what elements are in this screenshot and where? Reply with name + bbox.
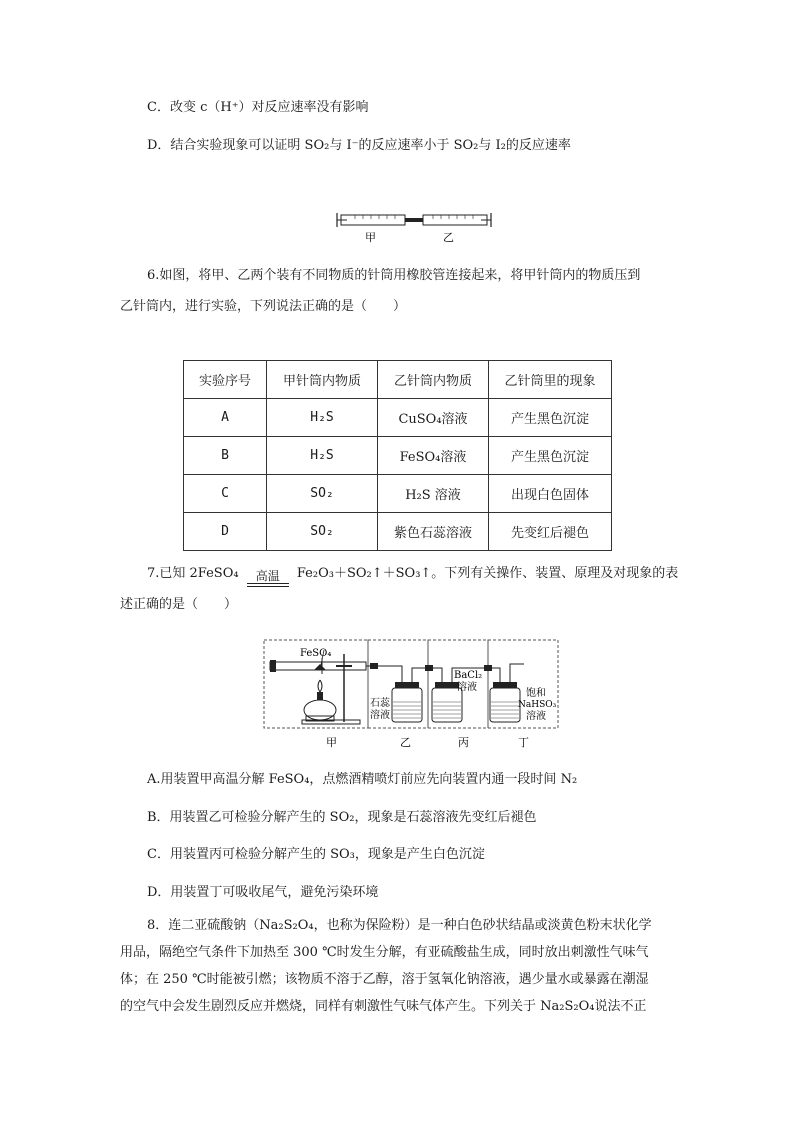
table-cell: C: [184, 475, 267, 513]
syringe-label-jia: 甲: [365, 231, 376, 244]
table-row: [184, 513, 612, 551]
q7-option-a: A.用装置甲高温分解 FeSO₄，点燃酒精喷灯前应先向装置内通一段时间 N₂: [147, 772, 578, 787]
table-row: [184, 475, 612, 513]
apparatus-label-bing: 丙: [458, 736, 469, 749]
table-cell: D: [184, 513, 267, 551]
table-cell: 产生黑色沉淀: [489, 437, 612, 475]
q7-prefix: 7.已知 2FeSO₄: [147, 566, 239, 581]
table-cell: FeSO₄溶液: [378, 437, 489, 475]
q5-option-c: C．改变 c（H⁺）对反应速率没有影响: [147, 100, 369, 115]
q6-line2: 乙针筒内，进行实验，下列说法正确的是（ ）: [120, 299, 407, 314]
table-header: 实验序号: [184, 361, 267, 399]
q7-condition: 高温: [255, 569, 280, 583]
q7-line2: 述正确的是（ ）: [120, 597, 238, 612]
feso4-label: FeSO₄: [300, 648, 332, 659]
table-row: [184, 399, 612, 437]
q7-suffix: Fe₂O₃＋SO₂↑＋SO₃↑。下列有关操作、装置、原理及对现象的表: [296, 566, 679, 581]
q8-line3: 体；在 250 ℃时能被引燃；该物质不溶于乙醇，溶于氢氧化钠溶液，遇少量水或暴露在潮湿: [120, 972, 649, 987]
experiment-table: [183, 360, 612, 551]
table-row: [184, 437, 612, 475]
table-header: 乙针筒内物质: [378, 361, 489, 399]
litmus-label-1: 石蕊: [370, 698, 390, 709]
table-header-row: [184, 361, 612, 399]
apparatus-label-jia: 甲: [326, 736, 337, 749]
apparatus-label-yi: 乙: [400, 736, 411, 749]
table-cell: 产生黑色沉淀: [489, 399, 612, 437]
bacl2-label-2: 溶液: [457, 682, 477, 693]
table-cell: H₂S: [267, 437, 378, 475]
q7-option-b: B．用装置乙可检验分解产生的 SO₂，现象是石蕊溶液先变红后褪色: [147, 810, 537, 825]
bacl2-label-1: BaCl₂: [454, 670, 483, 681]
apparatus-figure: [262, 638, 562, 753]
table-header: 甲针筒内物质: [267, 361, 378, 399]
q6-line1: 6.如图，将甲、乙两个装有不同物质的针筒用橡胶管连接起来，将甲针筒内的物质压到: [147, 268, 641, 283]
table-cell: A: [184, 399, 267, 437]
table-cell: H₂S 溶液: [378, 475, 489, 513]
nahso3-label-1: 饱和: [526, 688, 546, 699]
nahso3-label-3: 溶液: [526, 711, 546, 722]
q8-line1: 8．连二亚硫酸钠（Na₂S₂O₄，也称为保险粉）是一种白色砂状结晶或淡黄色粉末状化学: [147, 918, 652, 933]
table-cell: SO₂: [267, 475, 378, 513]
syringe-label-yi: 乙: [443, 231, 454, 244]
litmus-label-2: 溶液: [370, 710, 390, 721]
q7-line1: [147, 565, 678, 583]
q5-option-d: D．结合实验现象可以证明 SO₂与 I⁻的反应速率小于 SO₂与 I₂的反应速率: [147, 138, 571, 153]
table-cell: B: [184, 437, 267, 475]
nahso3-label-2: NaHSO₃: [518, 700, 557, 710]
q8-line4: 的空气中会发生剧烈反应并燃烧，同样有刺激性气味气体产生。下列关于 Na₂S₂O₄说法不正: [120, 999, 647, 1014]
q8-line2: 用品，隔绝空气条件下加热至 300 ℃时发生分解，有亚硫酸盐生成，同时放出刺激性气味气: [120, 945, 649, 960]
table-cell: 紫色石蕊溶液: [378, 513, 489, 551]
syringe-figure: [335, 205, 495, 245]
q7-option-d: D．用装置丁可吸收尾气，避免污染环境: [147, 885, 379, 900]
table-cell: SO₂: [267, 513, 378, 551]
q7-option-c: C．用装置丙可检验分解产生的 SO₃，现象是产生白色沉淀: [147, 847, 485, 862]
table-cell: 出现白色固体: [489, 475, 612, 513]
table-cell: H₂S: [267, 399, 378, 437]
apparatus-label-ding: 丁: [518, 736, 529, 749]
table-cell: CuSO₄溶液: [378, 399, 489, 437]
table-header: 乙针筒里的现象: [489, 361, 612, 399]
table-cell: 先变红后褪色: [489, 513, 612, 551]
